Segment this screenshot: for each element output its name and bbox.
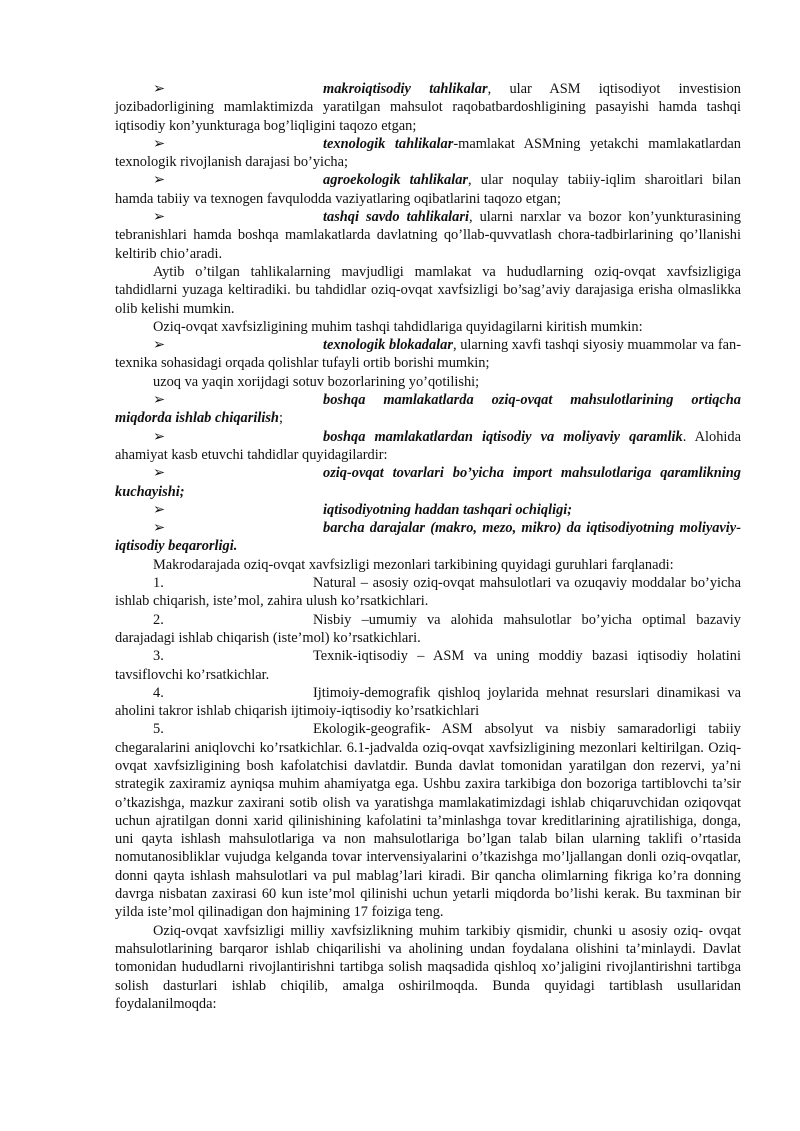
arrow-bullet-icon: ➢ — [153, 172, 166, 189]
paragraph: uzoq va yaqin xorijdagi sotuv bozorlarining yo’qotilishi; — [153, 373, 480, 390]
item-term: oziq-ovqat tovarlari bo’yicha import mahsulotlariga qaramlikning kuchayishi; — [115, 465, 741, 500]
item-number: 4. — [153, 684, 164, 701]
item-text: , ularni narxlar va bozor kon’yunkturasining tebranishlari hamda boshqa mamlakatlarda davlatning qo’llab-quvvatlash chora-tadbirlarining qo’llanishi keltirib chio’aradi. — [115, 209, 741, 262]
list-item — [115, 519, 741, 556]
list-item — [115, 135, 741, 172]
list-item — [115, 428, 741, 465]
item-text: , ular noqulay tabiiy-iqlim sharoitlari bilan hamda tabiiy va texnogen favqulodda vaziyatlaring oqibatlarini taqozo etgan; — [115, 172, 741, 207]
arrow-bullet-icon: ➢ — [153, 337, 166, 354]
list-item — [115, 464, 741, 501]
list-item — [115, 336, 741, 373]
item-text: Texnik-iqtisodiy – ASM va uning moddiy bazasi iqtisodiy holatini tavsiflovchi ko’rsatkichlar. — [115, 648, 741, 683]
arrow-bullet-icon: ➢ — [153, 81, 166, 97]
arrow-bullet-icon: ➢ — [153, 501, 166, 518]
list-item — [115, 391, 741, 428]
list-item — [115, 208, 741, 263]
numbered-item — [115, 611, 741, 648]
item-text: ; — [278, 410, 283, 427]
item-text: , ularning xavfi tashqi siyosiy muammolar va fan-texnika sohasidagi orqada qolishlar tufayli ortib borishi mumkin; — [115, 337, 741, 372]
item-term: texnologik blokadalar — [323, 337, 453, 354]
numbered-item — [115, 647, 741, 684]
item-text: Nisbiy –umumiy va alohida mahsulotlar bo’yicha optimal bazaviy darajadagi ishlab chiqarish (iste’mol) ko’rsatkichlari. — [115, 611, 741, 646]
paragraph: Makrodarajada oziq-ovqat xavfsizligi mezonlari tarkibining quyidagi guruhlari farqlanadi: — [153, 556, 674, 573]
arrow-bullet-icon: ➢ — [153, 209, 166, 226]
item-text: . Alohida ahamiyat kasb etuvchi tahdidlar quyidagilardir: — [115, 428, 742, 463]
item-text: , ular ASM iqtisodiyot investision jozibadorligining mamlaktimizda yaratilgan mahsulot raqobatbardoshligining pasayishi hamda tashqi iqtisodiy kon’yunkturaga bog’liqligini taqozo etgan; — [115, 81, 741, 134]
list-item — [115, 80, 741, 135]
arrow-bullet-icon: ➢ — [153, 135, 166, 152]
item-term: texnologik tahlikalar — [323, 135, 454, 152]
numbered-item — [115, 720, 741, 921]
item-term: makroiqtisodiy tahlikalar — [323, 81, 488, 97]
paragraph: Aytib o’tilgan tahlikalarning mavjudligi mamlakat va hududlarning oziq-ovqat xavfsizligiga tahdidlarni yuzaga keltiradiki. bu tahdidlar oziq-ovqat xavfsizligi bo’sag’aviy darajasiga erisha olmaslikka olib kelishi mumkin. — [115, 263, 741, 317]
numbered-item — [115, 574, 741, 611]
item-text: -mamlakat ASMning yetakchi mamlakatlardan texnologik rivojlanish darajasi bo’yicha; — [115, 135, 742, 171]
item-text: Ekologik-geografik- ASM absolyut va nisbiy samaradorligi tabiiy chegaralarini aniqlovchi ko’rsatkichlar. 6.1-jadvalda oziq-ovqat xavfsizligining mezonlari keltirilgan. Oziq-ovqat xavfsizligining bosh kafolatchisi davlatdir. Bunda davlat tomonidan yaratilgan don rezervi, ya’ni strategik zaxiramiz ayniqsa muhim ahamiyatga ega. Ushbu zaxira tarkibiga don bozoriga tartiblovchi ta’sir o’tkazishga, mazkur zaxirani sotib olish va yaratishga mamlakatimizdagi ishlab chiqaruvchidan oziqovqat uchun ajratilgan donni xarid qilinishining kafolatini ta’minlashga tovar kreditlarining ajratilishiga, donga, uni qayta ishlash mahsulotlariga va non mahsulotlariga bo’lgan talab bilan ularning taklifi o’rtasida nomutanosibliklar vujudga kelganda tovar intervensiyalarini o’tkazishga mo’ljallangan donli oziq-ovqatlar, donni qayta ishlash mahsulotlari va pul mablag’lari kiradi. Bir qancha olimlarning fikriga ko’ra donning davrga nisbatan zaxirasi 60 kun iste’mol qilinishi uchun yetarli miqdorda bo’lishi kerak. Bu taxminan bir yilda iste’mol qilinadigan don hajmining 17 foiziga teng. — [115, 721, 741, 921]
arrow-bullet-icon: ➢ — [153, 520, 166, 537]
paragraph: Oziq-ovqat xavfsizligining muhim tashqi tahdidlariga quyidagilarni kiritish mumkin: — [153, 318, 643, 335]
item-number: 5. — [153, 721, 164, 738]
list-item — [115, 171, 741, 208]
item-term: iqtisodiyotning haddan tashqari ochiqligi; — [323, 501, 573, 518]
item-term: tashqi savdo tahlikalari — [323, 209, 469, 226]
arrow-bullet-icon: ➢ — [153, 428, 166, 445]
item-text: Natural – asosiy oziq-ovqat mahsulotlari va ozuqaviy moddalar bo’yicha ishlab chiqarish, iste’mol, zahira ulush ko’rsatkichlari. — [115, 575, 741, 610]
arrow-bullet-icon: ➢ — [153, 392, 166, 409]
item-term: agroekologik tahlikalar — [323, 172, 469, 189]
item-term: boshqa mamlakatlardan iqtisodiy va moliyaviy qaramlik — [323, 428, 683, 445]
item-term: boshqa mamlakatlarda oziq-ovqat mahsulotlarining ortiqcha miqdorda ishlab chiqarilish — [115, 392, 741, 427]
item-text: Ijtimoiy-demografik qishloq joylarida mehnat resurslari dinamikasi va aholini takror ishlab chiqarish ijtimoiy-iqtisodiy ko’rsatkichlari — [115, 684, 741, 720]
item-number: 2. — [153, 611, 164, 628]
item-term: barcha darajalar (makro, mezo, mikro) da iqtisodiyotning moliyaviy-iqtisodiy beqarorligi. — [115, 520, 741, 555]
list-item — [115, 501, 741, 519]
arrow-bullet-icon: ➢ — [153, 465, 166, 482]
item-number: 3. — [153, 648, 164, 665]
item-number: 1. — [153, 575, 164, 592]
numbered-item — [115, 684, 741, 721]
document-body — [115, 80, 741, 1013]
paragraph: Oziq-ovqat xavfsizligi milliy xavfsizlikning muhim tarkibiy qismidir, chunki u asosiy oziq- ovqat mahsulotlarining barqaror ishlab chiqarilishi va aholining undan foydalana olishini ta’minlaydi. Davlat tomonidan hududlarni rivojlantirishni tartibga solish maqsadida qishloq xo’jaligini rivojlantirishni tartibga solish dasturlari ishlab chiqilib, amalga oshirilmoqda. Bunda quyidagi tartiblash usullaridan foydalanilmoqda: — [115, 922, 741, 1012]
